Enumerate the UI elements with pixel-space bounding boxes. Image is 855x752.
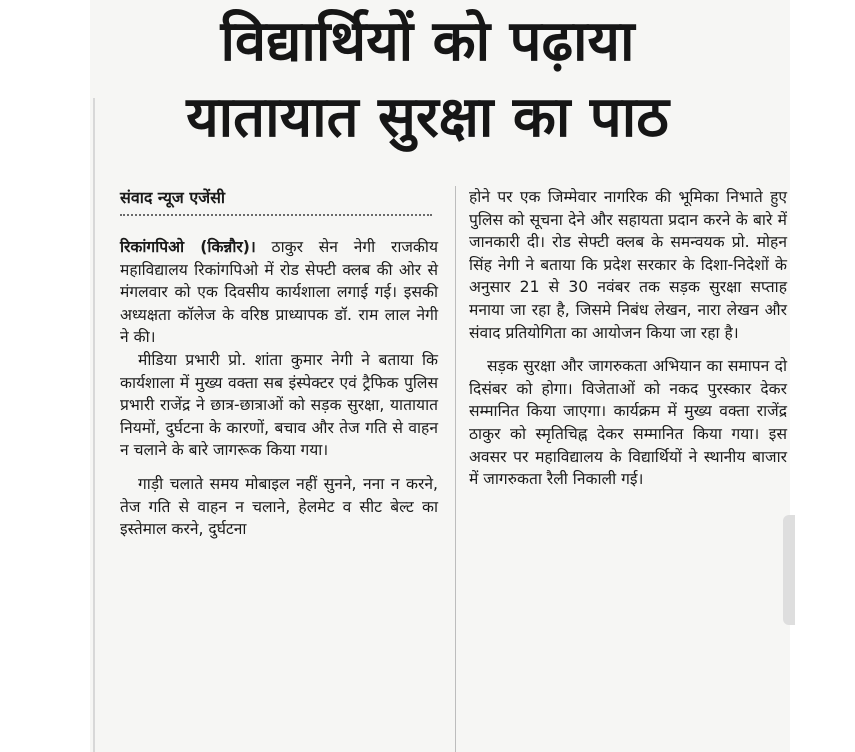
article-paragraph: गाड़ी चलाते समय मोबाइल नहीं सुनने, नना न करने, तेज गति से वाहन न चलाने, हेलमेट व सीट बेल्ट का इस्तेमाल करने, दुर्घटना <box>120 474 438 539</box>
paragraph-text: ठाकुर सेन नेगी राजकीय महाविद्यालय रिकांगपिओ में रोड सेफ्टी क्लब की ओर से मंगलवार को एक दिवसीय कार्यशाला लगाई गई। इसकी अध्यक्षता कॉलेज के वरिष्ठ प्राध्यापक डॉ. राम लाल नेगी ने की। <box>120 238 438 347</box>
byline: संवाद न्यूज एजेंसी <box>120 188 226 207</box>
headline-line-1: विद्यार्थियों को पढ़ाया <box>220 9 635 74</box>
article-paragraph <box>120 236 438 349</box>
dateline: रिकांगपिओ (किन्नौर)। <box>120 238 256 256</box>
column-divider <box>455 186 456 752</box>
article-paragraph: होने पर एक जिम्मेवार नागरिक की भूमिका निभाते हुए पुलिस को सूचना देने और सहायता प्रदान करने के बारे में जानकारी दी। रोड सेफ्टी क्लब के समन्वयक प्रो. मोहन सिंह नेगी ने बताया कि प्रदेश सरकार के दिशा-निदेशों के अनुसार 21 से 30 नवंबर तक सड़क सुरक्षा सप्ताह मनाया जा रहा है, जिसमे निबंध लेखन, नारा लेखन और संवाद प्रतियोगिता का आयोजन किया जा रहा है। <box>469 188 787 342</box>
article-column-right <box>469 186 787 491</box>
article-column-left <box>120 236 438 541</box>
article-paragraph: मीडिया प्रभारी प्रो. शांता कुमार नेगी ने बताया कि कार्यशाला में मुख्य वक्ता सब इंस्पेक्टर एवं ट्रैफिक पुलिस प्रभारी राजेंद्र ने छात्र-छात्राओं को सड़क सुरक्षा, यातायात नियमों, दुर्घटना के कारणों, बचाव और तेज गति से वाहन न चलाने के बारे जागरूक किया गया। <box>120 350 438 460</box>
headline-line-2: यातायात सुरक्षा का पाठ <box>186 85 669 150</box>
article-paragraph: सड़क सुरक्षा और जागरुकता अभियान का समापन दो दिसंबर को होगा। विजेताओं को नकद पुरस्कार देकर सम्मानित किया जाएगा। कार्यक्रम में मुख्य वक्ता राजेंद्र ठाकुर को स्मृतिचिह्न देकर सम्मानित किया गया। इस अवसर पर महाविद्यालय के विद्यार्थियों ने स्थानीय बाजार में जागरुकता रैली निकाली गई। <box>469 357 787 489</box>
byline-divider <box>120 214 432 216</box>
scroll-handle[interactable] <box>783 515 795 625</box>
clipping-edge <box>93 98 95 752</box>
